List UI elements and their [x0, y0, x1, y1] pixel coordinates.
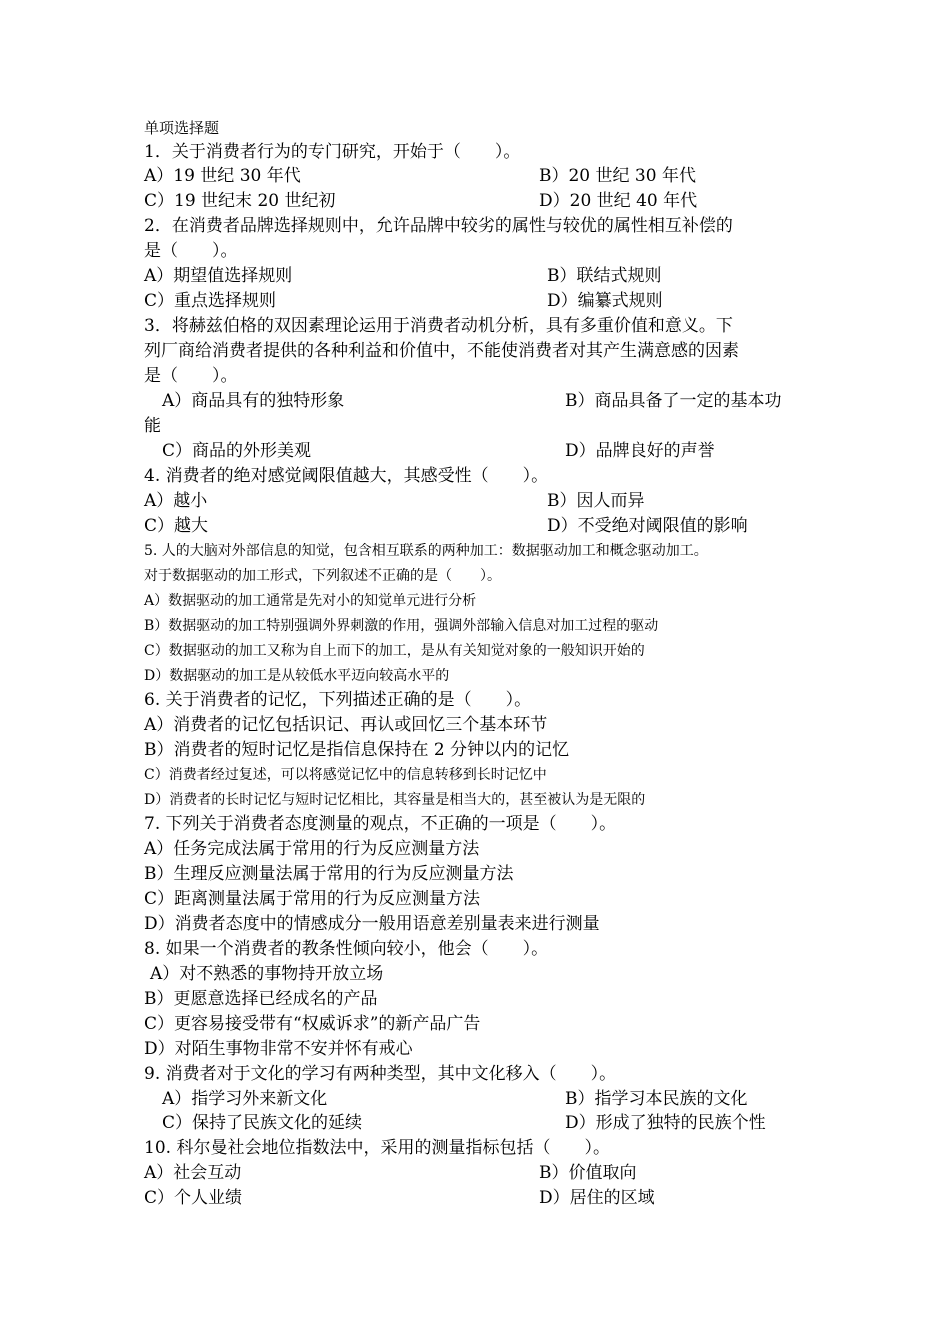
- question-10-option-a: A）社会互动: [144, 1163, 242, 1183]
- question-4-options-row-2: [144, 514, 824, 538]
- question-7-option-a: A）任务完成法属于常用的行为反应测量方法: [144, 839, 480, 859]
- question-5-stem-line-2: 对于数据驱动的加工形式，下列叙述不正确的是（ ）。: [144, 568, 501, 584]
- question-7-option-b: B）生理反应测量法属于常用的行为反应测量方法: [144, 864, 514, 884]
- question-8-option-b: B）更愿意选择已经成名的产品: [144, 989, 378, 1009]
- question-2-option-d: D）编纂式规则: [547, 291, 663, 311]
- question-1-stem: 1．关于消费者行为的专门研究，开始于（ ）。: [144, 142, 521, 162]
- question-3-option-d: D）品牌良好的声誉: [565, 441, 715, 461]
- section-title: 单项选择题: [144, 119, 220, 137]
- question-4-stem: 4. 消费者的绝对感觉阈限值越大，其感受性（ ）。: [144, 466, 549, 486]
- question-6-option-a: A）消费者的记忆包括识记、再认或回忆三个基本环节: [144, 715, 548, 735]
- question-2-options-row-1: [144, 264, 824, 288]
- question-3-stem-line-1: 3．将赫兹伯格的双因素理论运用于消费者动机分析，具有多重价值和意义。下: [144, 316, 733, 336]
- question-4-options-row-1: [144, 489, 824, 513]
- question-3-option-a: A）商品具有的独特形象: [162, 391, 345, 411]
- question-4-option-b: B）因人而异: [547, 491, 645, 511]
- question-9-option-b: B）指学习本民族的文化: [565, 1089, 748, 1109]
- question-2-stem-line-2: 是（ ）。: [144, 241, 238, 261]
- question-1-option-a: A）19 世纪 30 年代: [144, 166, 301, 186]
- question-10-options-row-1: [144, 1161, 824, 1185]
- question-2-options-row-2: [144, 289, 824, 313]
- question-10-option-b: B）价值取向: [539, 1163, 637, 1183]
- question-8-option-c: C）更容易接受带有“权威诉求”的新产品广告: [144, 1014, 481, 1034]
- question-3-stem-line-2: 列厂商给消费者提供的各种利益和价值中，不能使消费者对其产生满意感的因素: [144, 341, 739, 361]
- question-3-options-row-2: [144, 439, 824, 463]
- question-5-stem-line-1: 5. 人的大脑对外部信息的知觉，包含相互联系的两种加工：数据驱动加工和概念驱动加工。: [144, 543, 708, 559]
- question-7-stem: 7. 下列关于消费者态度测量的观点，不正确的一项是（ ）。: [144, 814, 617, 834]
- question-7-option-c: C）距离测量法属于常用的行为反应测量方法: [144, 889, 481, 909]
- question-5-option-c: C）数据驱动的加工又称为自上而下的加工，是从有关知觉对象的一般知识开始的: [144, 643, 645, 659]
- question-1-options-row-2: [144, 189, 824, 213]
- question-2-stem-line-1: 2．在消费者品牌选择规则中，允许品牌中较劣的属性与较优的属性相互补偿的: [144, 216, 733, 236]
- question-10-option-c: C）个人业绩: [144, 1188, 243, 1208]
- question-9-option-c: C）保持了民族文化的延续: [162, 1113, 363, 1133]
- question-7-option-d: D）消费者态度中的情感成分一般用语意差别量表来进行测量: [144, 914, 600, 934]
- question-5-option-d: D）数据驱动的加工是从较低水平迈向较高水平的: [144, 668, 450, 684]
- question-6-option-b: B）消费者的短时记忆是指信息保持在 2 分钟以内的记忆: [144, 740, 570, 760]
- question-3-option-b-wrap: 能: [144, 416, 161, 436]
- question-4-option-d: D）不受绝对阈限值的影响: [547, 516, 748, 536]
- question-10-option-d: D）居住的区域: [539, 1188, 655, 1208]
- question-8-option-a: A）对不熟悉的事物持开放立场: [150, 964, 384, 984]
- question-1-option-d: D）20 世纪 40 年代: [539, 191, 698, 211]
- question-9-options-row-1: [144, 1087, 824, 1111]
- question-6-option-d: D）消费者的长时记忆与短时记忆相比，其容量是相当大的，甚至被认为是无限的: [144, 792, 646, 808]
- question-9-option-a: A）指学习外来新文化: [162, 1089, 328, 1109]
- question-3-options-row-1: [144, 389, 824, 413]
- question-3-option-b: B）商品具备了一定的基本功: [565, 391, 782, 411]
- question-4-option-c: C）越大: [144, 516, 209, 536]
- question-3-stem-line-3: 是（ ）。: [144, 366, 238, 386]
- question-6-stem: 6. 关于消费者的记忆，下列描述正确的是（ ）。: [144, 690, 532, 710]
- question-5-option-b: B）数据驱动的加工特别强调外界刺激的作用，强调外部输入信息对加工过程的驱动: [144, 618, 659, 634]
- question-9-options-row-2: [144, 1111, 824, 1135]
- question-5-option-a: A）数据驱动的加工通常是先对小的知觉单元进行分析: [144, 593, 477, 609]
- question-8-stem: 8. 如果一个消费者的教条性倾向较小，他会（ ）。: [144, 939, 549, 959]
- question-9-stem: 9. 消费者对于文化的学习有两种类型，其中文化移入（ ）。: [144, 1064, 617, 1084]
- question-10-stem: 10. 科尔曼社会地位指数法中，采用的测量指标包括（ ）。: [144, 1138, 610, 1158]
- question-4-option-a: A）越小: [144, 491, 208, 511]
- question-10-options-row-2: [144, 1186, 824, 1210]
- question-9-option-d: D）形成了独特的民族个性: [565, 1113, 766, 1133]
- question-2-option-a: A）期望值选择规则: [144, 266, 293, 286]
- question-6-option-c: C）消费者经过复述，可以将感觉记忆中的信息转移到长时记忆中: [144, 767, 547, 783]
- question-8-option-d: D）对陌生事物非常不安并怀有戒心: [144, 1039, 413, 1059]
- question-2-option-c: C）重点选择规则: [144, 291, 277, 311]
- question-1-option-b: B）20 世纪 30 年代: [539, 166, 696, 186]
- question-1-options-row-1: [144, 164, 824, 188]
- question-3-option-c: C）商品的外形美观: [162, 441, 312, 461]
- question-1-option-c: C）19 世纪末 20 世纪初: [144, 191, 336, 211]
- question-2-option-b: B）联结式规则: [547, 266, 662, 286]
